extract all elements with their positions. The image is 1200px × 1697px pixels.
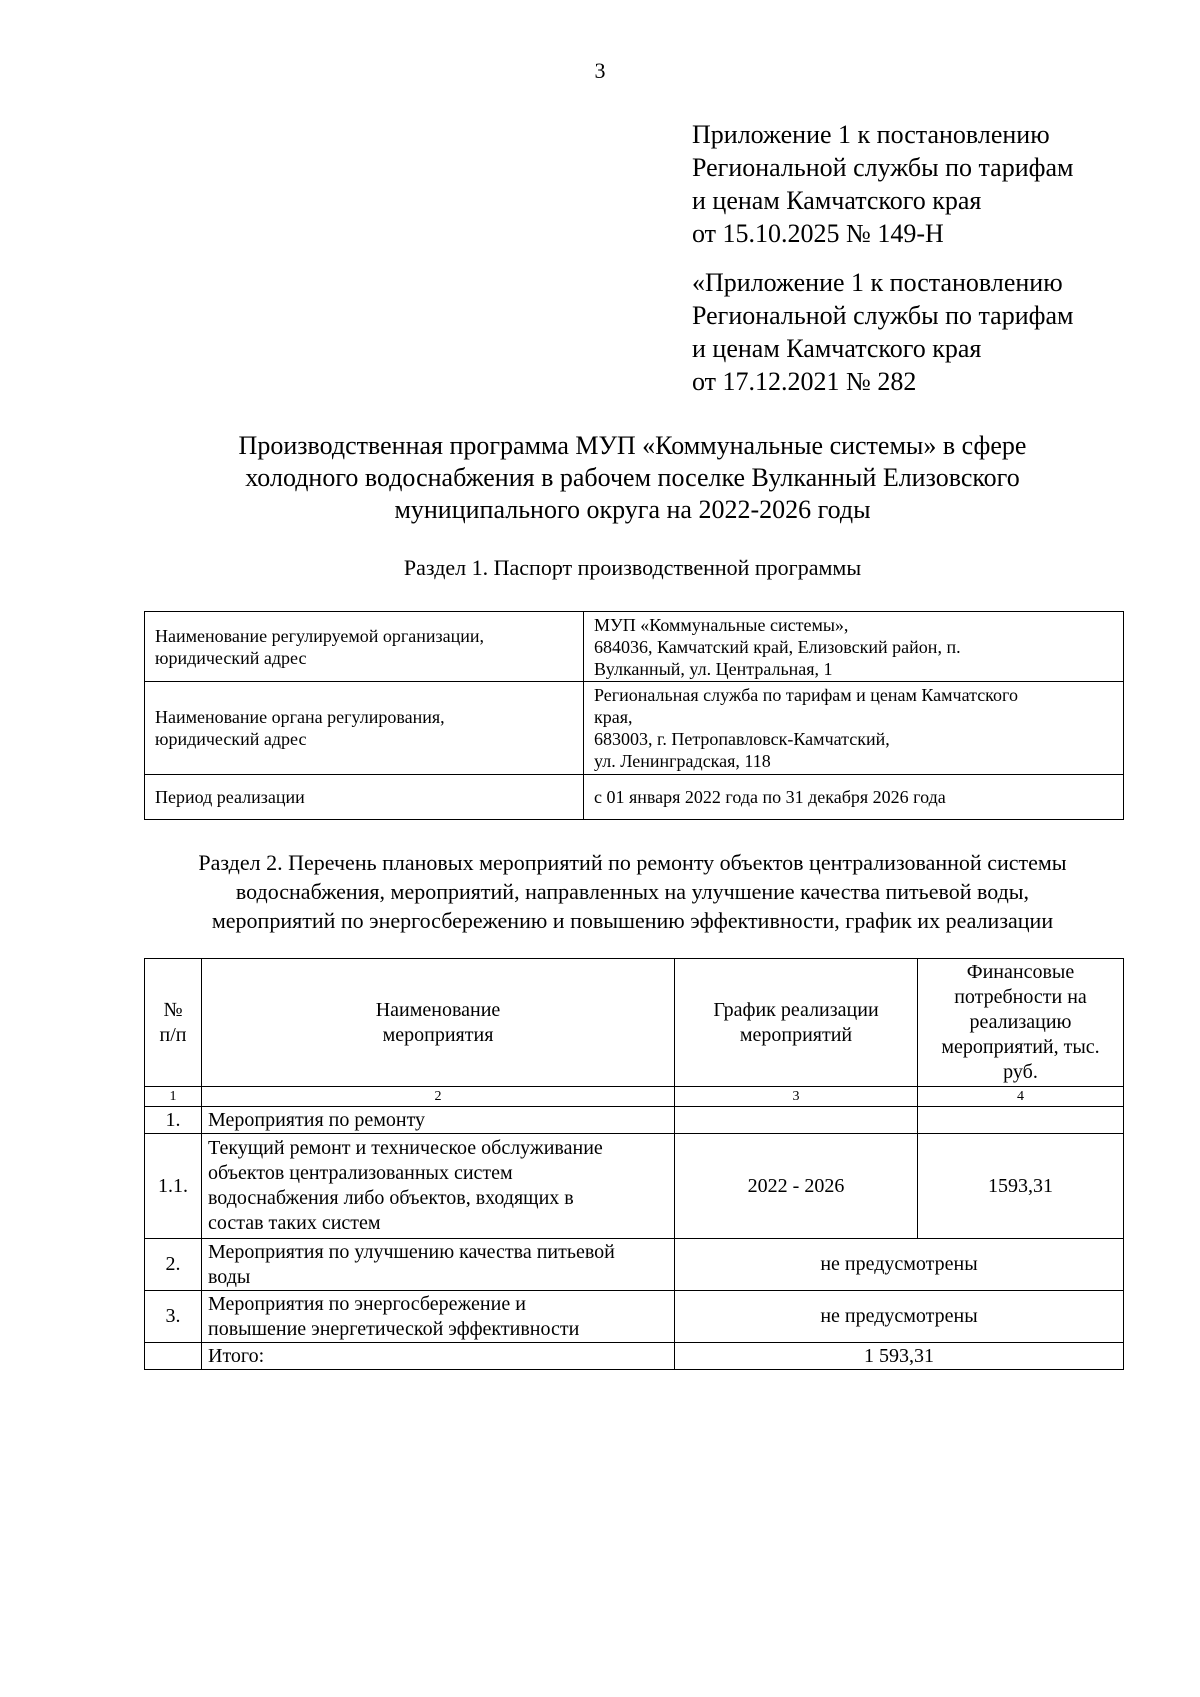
title-line: Производственная программа МУП «Коммунальные системы» в сфере: [238, 431, 1027, 460]
passport-value: [584, 612, 1124, 682]
appendix-line: «Приложение 1 к постановлению: [692, 268, 1063, 297]
cell-line: 683003, г. Петропавловск-Камчатский,: [594, 729, 890, 749]
column-number-row: [145, 1087, 1124, 1107]
appendix-header-original: [692, 266, 1172, 398]
appendix-line: от 15.10.2025 № 149-Н: [692, 219, 944, 248]
section2-title: [100, 848, 1165, 935]
column-number: 2: [202, 1087, 675, 1107]
row-schedule: [675, 1107, 918, 1134]
table-row: [145, 1107, 1124, 1134]
total-label: Итого:: [202, 1343, 675, 1370]
row-name: [202, 1107, 675, 1134]
header-finance: [918, 959, 1124, 1087]
cell-line: мероприятий: [739, 1023, 853, 1046]
cell-line: п/п: [159, 1023, 187, 1046]
cell-line: Вулканный, ул. Центральная, 1: [594, 658, 833, 679]
table-row: [145, 1291, 1124, 1343]
events-table: [144, 958, 1124, 1370]
cell-line: юридический адрес: [155, 647, 307, 668]
passport-row-period: [145, 775, 1124, 820]
cell-line: №: [163, 998, 183, 1021]
cell-line: Наименование: [375, 998, 501, 1021]
cell-line: Наименование органа регулирования,: [155, 707, 445, 727]
header-num: [145, 959, 202, 1087]
row-num: 2.: [145, 1239, 202, 1291]
header-name: [202, 959, 675, 1087]
column-number: 1: [145, 1087, 202, 1107]
cell-line: Наименование регулируемой организации,: [155, 625, 485, 646]
total-row: [145, 1343, 1124, 1370]
appendix-header-current: [692, 118, 1172, 250]
row-num: 1.: [145, 1107, 202, 1134]
title-line: Раздел 2. Перечень плановых мероприятий по ремонту объектов централизованной системы: [198, 850, 1067, 875]
cell-line: потребности на: [954, 986, 1087, 1008]
row-num: 1.1.: [145, 1134, 202, 1239]
row-num: 3.: [145, 1291, 202, 1343]
passport-row-regulator: [145, 682, 1124, 775]
cell-line: График реализации: [713, 998, 879, 1021]
total-value: 1 593,31: [675, 1343, 1124, 1370]
cell-line: с 01 января 2022 года по 31 декабря 2026 года: [594, 787, 946, 807]
cell-line: реализацию: [969, 1011, 1072, 1033]
title-line: мероприятий по энергосбережению и повышению эффективности, график их реализации: [211, 908, 1054, 933]
passport-label: [145, 682, 584, 775]
cell-line: края,: [594, 707, 633, 727]
appendix-line: и ценам Камчатского края: [692, 334, 982, 363]
row-finance: [918, 1107, 1124, 1134]
row-schedule: 2022 - 2026: [675, 1134, 918, 1239]
cell-line: ул. Ленинградская, 118: [594, 751, 771, 771]
cell-line: руб.: [1003, 1061, 1038, 1083]
cell-line: мероприятия: [382, 1023, 494, 1046]
cell-line: 684036, Камчатский край, Елизовский район, п.: [594, 636, 961, 657]
appendix-line: и ценам Камчатского края: [692, 186, 982, 215]
appendix-line: Региональной службы по тарифам: [692, 301, 1074, 330]
cell-line: Региональная служба по тарифам и ценам Камчатского: [594, 685, 1018, 705]
row-merged-status: не предусмотрены: [675, 1239, 1124, 1291]
passport-label: [145, 775, 584, 820]
cell-line: Текущий ремонт и техническое обслуживание: [208, 1137, 603, 1159]
passport-label: [145, 612, 584, 682]
passport-value: [584, 775, 1124, 820]
events-header-row: [145, 959, 1124, 1087]
cell-line: Мероприятия по улучшению качества питьевой: [208, 1240, 615, 1263]
title-line: муниципального округа на 2022-2026 годы: [394, 495, 871, 524]
cell-line: Финансовые: [966, 961, 1075, 983]
table-row: [145, 1239, 1124, 1291]
passport-table: [144, 611, 1124, 820]
row-merged-status: не предусмотрены: [675, 1291, 1124, 1343]
row-name: [202, 1134, 675, 1239]
row-finance: 1593,31: [918, 1134, 1124, 1239]
section1-title: Раздел 1. Паспорт производственной программы: [403, 555, 862, 580]
cell-line: объектов централизованных систем: [208, 1162, 513, 1184]
row-name: [202, 1291, 675, 1343]
header-schedule: [675, 959, 918, 1087]
cell-line: Мероприятия по энергосбережение и: [208, 1292, 526, 1315]
appendix-line: Приложение 1 к постановлению: [692, 120, 1050, 149]
document-title: [100, 430, 1165, 526]
row-name: [202, 1239, 675, 1291]
appendix-line: Региональной службы по тарифам: [692, 153, 1074, 182]
cell-line: повышение энергетической эффективности: [208, 1317, 580, 1340]
cell-line: Мероприятия по ремонту: [208, 1108, 426, 1131]
cell-line: Период реализации: [155, 787, 305, 807]
row-num: [145, 1343, 202, 1370]
cell-line: мероприятий, тыс.: [941, 1036, 1100, 1058]
page-number: 3: [594, 58, 606, 83]
passport-value: [584, 682, 1124, 775]
cell-line: МУП «Коммунальные системы»,: [594, 614, 849, 635]
passport-row-organization: [145, 612, 1124, 682]
table-row: [145, 1134, 1124, 1239]
cell-line: водоснабжения либо объектов, входящих в: [208, 1187, 574, 1209]
column-number: 4: [918, 1087, 1124, 1107]
cell-line: юридический адрес: [155, 729, 307, 749]
appendix-line: от 17.12.2021 № 282: [692, 367, 917, 396]
title-line: водоснабжения, мероприятий, направленных на улучшение качества питьевой воды,: [235, 879, 1030, 904]
title-line: холодного водоснабжения в рабочем поселке Вулканный Елизовского: [245, 463, 1020, 492]
cell-line: состав таких систем: [208, 1212, 381, 1234]
cell-line: воды: [208, 1265, 251, 1288]
column-number: 3: [675, 1087, 918, 1107]
